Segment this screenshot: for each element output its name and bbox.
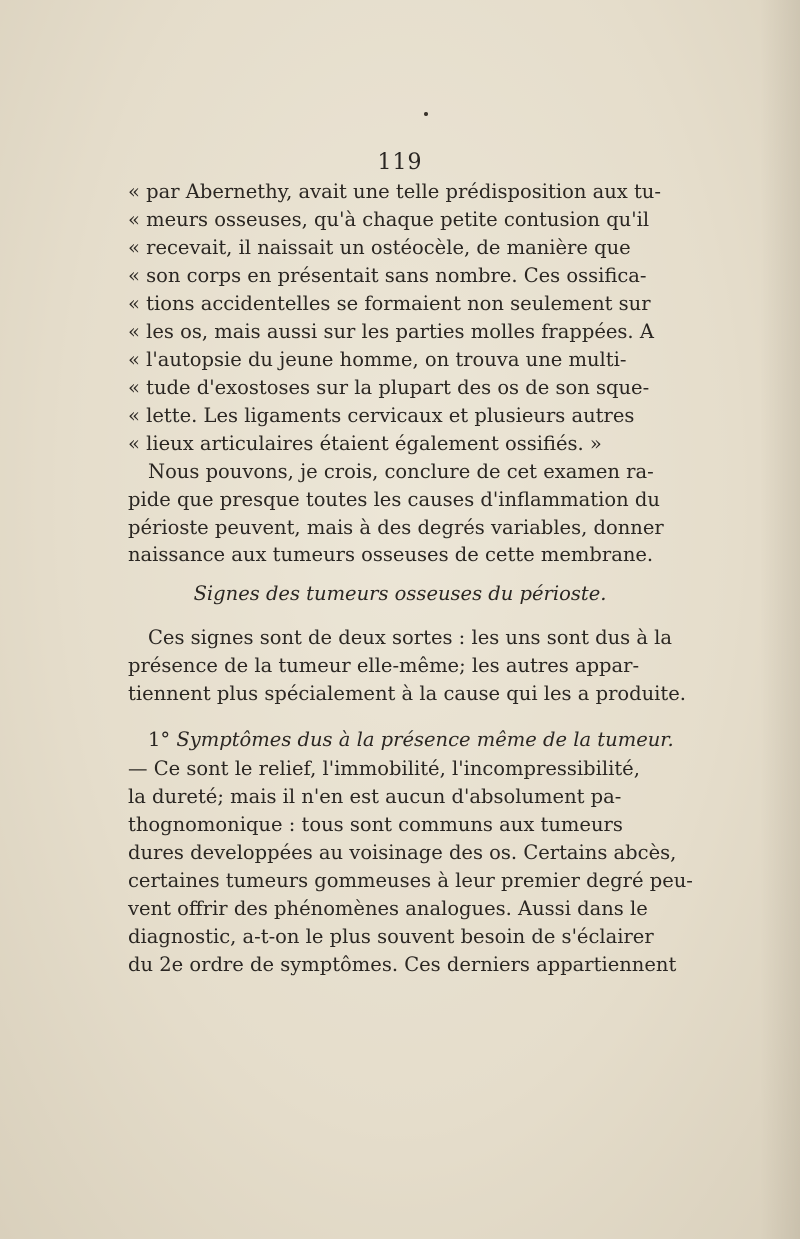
- quote-line-6: « les os, mais aussi sur les parties molles frappées. A: [128, 320, 654, 343]
- paragraph1-line-1: Nous pouvons, je crois, conclure de cet examen ra-: [148, 460, 654, 483]
- page-edge-shadow: [760, 0, 800, 1239]
- paragraph1-line-2: pide que presque toutes les causes d'inflammation du: [128, 488, 660, 511]
- paragraph3-italic-title: Symptômes dus à la présence même de la tumeur.: [176, 728, 674, 751]
- section-heading: Signes des tumeurs osseuses du périoste.: [193, 582, 607, 605]
- paragraph3-heading-line: [148, 726, 674, 753]
- paragraph3-line-8: du 2e ordre de symptômes. Ces derniers appartiennent: [128, 953, 677, 976]
- quote-line-10: « lieux articulaires étaient également ossifiés. »: [128, 432, 602, 455]
- paragraph3-line-6: vent offrir des phénomènes analogues. Aussi dans le: [128, 897, 648, 920]
- paragraph2-line-1: Ces signes sont de deux sortes : les uns sont dus à la: [148, 626, 673, 649]
- paragraph2-line-3: tiennent plus spécialement à la cause qui les a produite.: [128, 682, 686, 705]
- paragraph1-line-3: périoste peuvent, mais à des degrés variables, donner: [128, 516, 664, 539]
- paragraph3-line-7: diagnostic, a-t-on le plus souvent besoin de s'éclairer: [128, 925, 654, 948]
- quote-line-9: « lette. Les ligaments cervicaux et plusieurs autres: [128, 404, 635, 427]
- quote-line-2: « meurs osseuses, qu'à chaque petite contusion qu'il: [128, 208, 650, 231]
- paragraph2-line-2: présence de la tumeur elle-même; les autres appar-: [128, 654, 640, 677]
- paragraph3-number: 1°: [148, 728, 177, 751]
- quote-line-4: « son corps en présentait sans nombre. Ces ossifica-: [128, 264, 647, 287]
- quote-line-1: « par Abernethy, avait une telle prédisposition aux tu-: [128, 180, 661, 203]
- paragraph3-line-1: — Ce sont le relief, l'immobilité, l'incompressibilité,: [128, 757, 640, 780]
- quote-line-3: « recevait, il naissait un ostéocèle, de manière que: [128, 236, 631, 259]
- ink-speck: [424, 112, 428, 116]
- paragraph3-line-4: dures developpées au voisinage des os. Certains abcès,: [128, 841, 677, 864]
- paragraph1-line-4: naissance aux tumeurs osseuses de cette membrane.: [128, 543, 654, 566]
- page-number: 119: [377, 150, 423, 175]
- paragraph3-line-3: thognomonique : tous sont communs aux tumeurs: [128, 813, 623, 836]
- paragraph3-line-2: la dureté; mais il n'en est aucun d'absolument pa-: [128, 785, 622, 808]
- paragraph3-line-5: certaines tumeurs gommeuses à leur premier degré peu-: [128, 869, 693, 892]
- quote-line-7: « l'autopsie du jeune homme, on trouva une multi-: [128, 348, 627, 371]
- quote-line-5: « tions accidentelles se formaient non seulement sur: [128, 292, 651, 315]
- quote-line-8: « tude d'exostoses sur la plupart des os de son sque-: [128, 376, 650, 399]
